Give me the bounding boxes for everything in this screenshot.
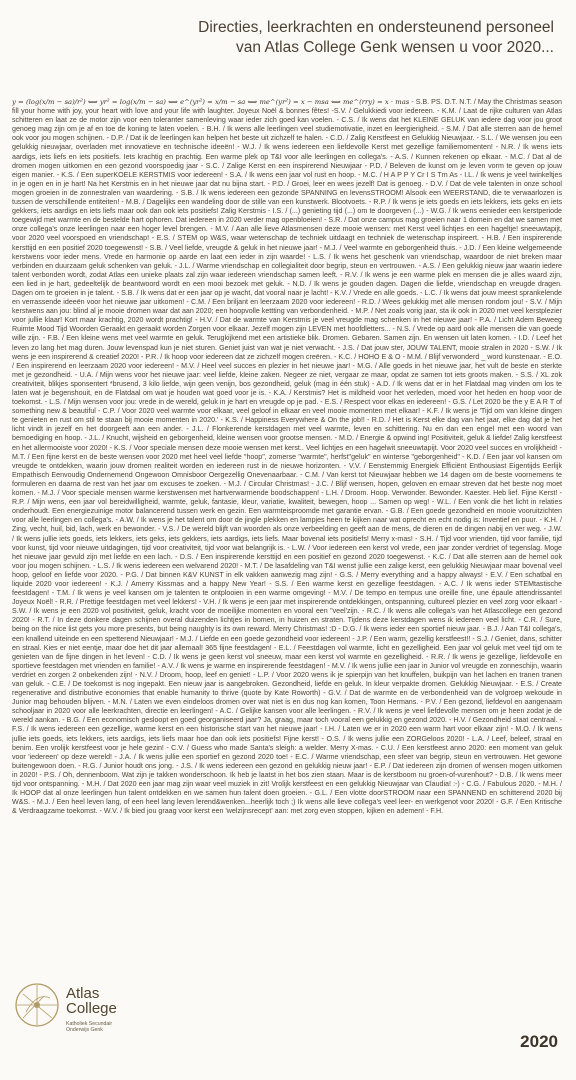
math-formula: y = (log(x/m − sa)/r²) ⟺ yr² = log(x/m − sa) ⟺ e^(yr²) = x/m − sa ⟺ me^(yr²) = x − msa ⟺ me^(rry) = x · mas [12, 98, 410, 106]
logo-name-line-1: Atlas [66, 985, 100, 1002]
page-title [30, 18, 554, 58]
logo-name-line-2: College [66, 1000, 117, 1017]
atlas-college-logo [14, 966, 164, 1066]
logo-subtitle-line-2: Onderwijs Genk [66, 1027, 103, 1033]
year-label: 2020 [520, 1032, 558, 1051]
title-line-1: Directies, leerkrachten en ondersteunend personeel [198, 19, 554, 36]
logo-subtitle [66, 1021, 112, 1033]
wishes-paragraph [12, 98, 562, 968]
logo-emblem-icon [14, 982, 60, 1028]
logo-subtitle-line-1: Katholiek Secundair [66, 1021, 113, 1027]
wishes-text: - S.B. PS. D.T. N.T. / May the Christmas season fill your home with joy, your heart with love and your life with laughter. Joyeux Noël & bonnes fêtes! -S.V. / Gelukkiedi voor iedereen. - K.M. / Laat de rijke culturen van Atlas schitteren en laat ze de motor zijn voor een toleranter samenleving waar ieder zich goed kan voelen. - C.S. / Ik wens dat het KLEINE GELUK van iedere dag voor jou groot genoeg mag zijn om je af en toe de koning te laten voelen. - B.H. / Ik wens alle leerlingen veel studiemotivatie, inzet en leergierigheid. - S.M. / Dat alle sterren aan de hemel ook voor jou mogen schijnen. - D.P. / Dat ik de leerlingen kan helpen het beste uit zichzelf te halen. - C.D. / Zalig Kerstfeest en Gelukkig Nieuwjaar. - S.L. / We wensen jou een gelukkig nieuwjaar, overladen met innovatieve en technische ideeën! - W.J. / Ik wens iedereen een liefdevolle Kerst met gezellige familiemomenten! - N.R. / Ik wens iets aardigs, iets liefs en iets positiefs. Iets krachtig en prachtig. Een warme plek op T&I voor alle leerlingen en collega's. - A.S. / Kunnen rekenen op elkaar. - M.C. / Dat al de dromen mogen uitkomen en een gezond voorspoedig jaar - S.C. / Zalige Kerst en een inspirerend Nieuwjaar - P.D. / Beleven de kunst om je leven vorm te geven op jouw eigen manier. - K.S. / Een superKOELE KERSTMIS voor iedereen! - S.A. / Ik wens een jaar vol rust en hoop. - M.C. / H A P P Y Cr I S Tm As - I.L. / Ik wens je veel twinkeltjes in je ogen en in je hart! Na het Kerstmis en in het nieuwe jaar dat nu bijna start. - P.D. / Groei, leer en wees jezelf! Dat is genoeg. - D.V. / Dat de vele talenten in onze school mogen groeien in de zonnestralen van waardering. - S.B. / Ik wens iedereen een gezonde SPANNING en levensSTROOM! Alsook een WEERSTAND, die te verwaarlozen is tussen de verschillende entiteiten! - M.B. / Dagelijks een wandeling door de stille van een kunstwerk. Blootvoets. - R.P. / Ik wens je iets goeds en iets lekkers, iets geks en iets gekkers, iets aardigs en iets liefs maar ook dan ook iets positiefs! Zalig Kerstmis - I.S. / (...) genieting tijd (...) om te doorgeven (...) - W.G. / Ik wens eenieder een kerstperiode toegewijd met warmte en de bestelde hart ophoren. Dat iedereen in 2020 verder mag openbloeien! - S.R. / Dat onze campus mag groeien naar 1 domein en dat we samen met onze collega's onze leerlingen naar een hoger level brengen. - M.V. / Aan alle lieve Atlasmensen deze mooie wensen: met Kerst veel lichtjes en een hageltje! sneeuwtapijt, voor 2020 veel voorspoed en vriendschap! - E.S. / STEM op W&S, waar wetenschap de techniek uitdaagt en techniek de wetenschap inspireert. - H.B. / Een inspirerende kersttijd en een positief 2020 toegewenst! - S.B. / Veel liefde, vreugde & geluk in het nieuwe jaar! - M.J. / Veel warmte en geborgenheid thuis. - J.D. / Een kleine welgemeende kerstwens voor ieder mens. Vrede en harmonie op aarde en laat een ieder in zijn waarde! - L.S. / Ik wens het geschenk van vriendschap, waardoor de niet breken maar verbinden en duurzaam geluk schenken van geluk. - J.L. / Warme vriendschap en collegialiteit door begrip, steun en vertrouwen. - A.S. / Een gelukkig nieuw jaar waarin iedere talent verbonden wordt, zodat Atlas een unieke plaats zal zijn waar iedereen vriendschap samen leeft. - R.V. / Ik wens je een warme plek en mensen die je alles waard zijn, een lied in je hart, gedeeltelijk de beantwoord wordt en een mooi bezoek met geluk. - N.D. / Ik wens je gouden dagen. Dagen die liefde, vriendschap en vreugde dragen. Dagen om te groeien in je talent. - S.B. / Ik wens dat er een jaar op je wacht, dat vooral naar je lacht! - K.V. / Vrede en alle goeds. - L.C. / Ik wens dat jouw meest sprankelende en verrassende ideeën voor het nieuwe jaar uitkomen! - C.M. / Een briljant en leerzaam 2020 voor iedereen! - R.D. / Wees gelukkig met alle mensen rondom jou! - S.V. / Mijn kerstwens aan jou: blind al je mooie dromen waar dat aan 2020; een hoopvolle kettting van verbondenheid. - M.P. / Net zoals vorig jaar, sta ik ook in 2020 met veel kerstplezier voor jullie klaar! Kort maar krachtig, 2020 wordt prachtig! - H.V. / Dat de warmte van Kerstmis je veel vreugde mag schenken in het nieuwe jaar! - P.A. / Licht Adem Beweeg Ruimte Mood Tijd Woorden Geraakt en geraakt worden Zorgen voor elkaar. Jezelf mogen zijn LEVEN met hoofdletters... - N.S. / Vrede op aard ook alle mensen die van goede wille zijn. - F.B. / Een kleine wens met veel warmte en geluk. Terugkijkend met een artistieke blik. Dromen. Gebaren. Samen zijn. En wensen uit laten komen. - I.D. / Leef het leven zo lang het mag duren. Jouw levenspad kun je niet sturen. Geniet juist van wat je niet verwacht. - J.S. / Dat jouw ster, JOUW TALENT, mooie stralen in 2020 - S.W. / Ik wens je een inspirerend & creatief 2020! - P.R. / Ik hoop voor iedereen dat ze zichzelf mogen creëren. - K.C. / HOHO E & O - M.M. / Blijf verwonderd _ word kunstenaar. - E.O. / Een inspirerend en leerzaam 2020 voor iedereen! - M.V. / Heel veel succes en plezier in het nieuwe jaar! - M.G. / Alle goeds in het nieuwe jaar, het vult de beste en sterkte met je gezondheid. - U.A. / Mijn wens voor het nieuwe jaar: veel liefde, kleine zaken. Negeer ze niet, vergaar ze maar, opdat ze samen tot iets groots maken. - S.S. / XL zok creativiteit, blikjes sponsentert *brusend, 3 kilo liefde, wijn geen venijn, bos gezondheid, geluk (mag in één stuk) - A.D. / Ik wens dat er in het Flatdaal mag vinden om los te laten wat je begenshouit, en de Flatdaal om wat je houden wat goed voor je is. - K.A. / Kerstmis? Het is mildheid voor het verleden, moed voor het heden en hoop voor de toekomst. - L.S. / Mijn wensen voor jou: vrede in de wereld, geluk in je hart en vreugde op je pad. - E.S. / Respect voor elkas en iedereen! - G.S. / Let 2020 be the y E A R T of something new & beautiful - C.P. / Voor 2020 veel warmte voor elkaar, veel geloof in elkaar en veel mooie momenten met elkaar! - K.F. / Ik wens je 'Tijd om van kleine dingen te genieten en rust om stil te staan bij mooie momenten in 2020.' - K.S. / Happiness Everywhere & On the job!! - R.D. / Het is Kerst elke dag van het jaar, elke dag dat je het licht vindt in jezelf en het doorgeeft aan een ander. - J.L. / Flonkerende kerstdagen met veel warmte, leven en schittering. Nu en dan een engel met een woord van bemoediging en hoop. - J.L. / Knucht, wijsheid en geborgenheid, kleine wensen voor grootse mensen. - M.D. / Energie & opwind ing! Positiviteit, geluk & liefde! Zalig kerstfeest en het allermooiste voor 2020! - K.S. / Voor speciale mensen deze mooie wensen met kerst.. Veel lichtjes en een hagelwit sneeuwtapijt. Voor 2020 veel succes en vrolijkheid! - M.T. / Een fijne kerst en de beste wensen voor 2020 met heel veel liefde "hoop", zomerse "warmte", herfst"geluk" en winterse "geborgenheid" - K.D. / Een jaar vol kansen om vreugde te ontdekken, waarin jouw dromen realiteit worden en iedereen rust in de nieuwe horizonten. - V.V. / Eenstemmig Energiek Efficiënt Enthousiast Eigentijds Eerlijk Empathisch Eenvoudig Ondernemend Ongewoon Omnisboor Oergezellig Onevenaarbaar. - C.M. / Van kerst tot Nieuwjaar hebben we 14 dagen om de beste voornemens te formuleren en daarna de rest van het jaar om excuses te zoeken. - M.J. / Circular Christmas! - J.C. / Blijf wensen, hopen, geloven en ernaar streven dat het beste nog moet komen. - M.J. / Voor speciale mensen warme kerstwensen met hartverwarmende boodschappen! - L.H. / Droom. Hoop. Verwonder. Bewonder. Kaester. Heb lief. Fijne Kerst! - R.P. / Mijn wens, een jaar vol bereidwilligheid, warmte, geluk, fantasie, kleur, variatie, kwaliteit, bewegen, hoop ... Samen op weg! - W.L. / Een vonk die het licht in relaties onderhoudt. Een energiezuinige motor balancerend tussen werk en gezin. Een warmteisproomde met garantie ervan. - G.B. / Een goede gezondheid en mooie vooruitzichten voor alle leerlingen en collega's. - A.W. / Ik wens je het talent om door de jingle plekken en lampjes heen te kijken naar wat oprecht en echt nodig is: Inventief en puur. - K.H. / Zing, vecht, huil, bid, lach, werk en bewonder. - V.S. / De wereld blijft van woorden als onze verbeelding en geeft aan de mens, de dieren en de dingen nabij en ver weg. - J.W. / Ik wens jullie iets goeds, iets lekkers, iets geks, iets gekkers, iets aardigs, iets liefs. Maar bovenal iets positiefs! Merry x-mas! - S.H. / Tijd voor vrienden, tijd voor familie, tijd voor kunst, tijd voor nieuwe uitdagingen, tijd voor creativiteit, tijd voor wat belangrijk is. - L.W. / Voor iedereen een kerst vol vrede, een jaar zonder verdriet of tegenslag. Moge het nieuwe jaar gevuld zijn met liefde en een lach. - D.S. / Een inspirerende kersttijd en een positief en gezond 2020 toegewenst. - K.C. / Dat alle sterren aan de hemel ook voor jou mogen schijnen. - L.S. / Ik wens iedereen een welvarend 2020! - M.T. / De lasafdeling van T&I wenst jullie een zalige kerst, een gelukkig Nieuwjaar maar bovenal veel hoop, geloof en liefde voor 2020. - P.G. / Dat binnen K&V KUNST in elk vakken aanwezig mag zijn! - G.S. / Merry everything and a happy always! - E.V. / Een schatbal en liquide 2020 voor iedereen! - K.J. / Amerry Kissmas and a happy New Year! - S.S. / Een warme kerst en gezellige feestdagen. - A.C. / Ik wens ieder STEMtastische feestdagen! - T.M. / Ik wens je veel kansen om je talenten te ontplooien in een warme omgeving! - M.V. / De tempo en tempus une oreille fine, une épaule attendrissante! Joyeux Noël! - R.R. / Prettige feestdagen met veel lekkers! - V.H. / Ik wens je een jaar met inspirerende ontdekkingen, ontspanning, cultureel plezier en veel zorg voor elkaar! - S.W. / Ik wens je een 2020 vol positiviteit, geluk, kracht voor de moeilijke momenten en vooral een "veel'zijn. - R.C. / Ik wens alle collega's van het Atlascollege een gezond 2020! - R.T. / In deze donkere dagen schijnen overal duizenden lichtjes in bomen, in huizen en straten. Tijdens deze kerstdagen wens ik iedereen veel licht. - C.R. / Sure, being on the nice list gets you more presents, but being naughty is its own reward. Merry Christmas! :D - D.G. / Ik wens ieder een sportief nieuw jaar. - B.J. / Aan T&I collega's, een knallend uiteinde en een spetterend Nieuwjaar! - M.J. / Liefde en een goede gezondheid voor iedereen! - J.P. / Een warm, gezellig kerstfeest!! - S.J. / Geniet, dans, schitter en straal. Kies er niet eentje, maar doe het dit jaar allemaal! 365 fijne feestdagen! - E.L. / Feestdagen vol warmte, licht en gezelligheid. Een jaar vol geluk met veel tijd om te genieten van de fijne dingen in het leven! - C.D. / Ik wens je geen kerst vol sneeuw, maar een kerst vol warmte en gezelligheid. - R.R. / Ik wens je gezellige, liefdevolle en sportieve feestdagen met vrienden en familie! - A.V. / Ik wens je warme en inspirerende feestdagen! - M.V. / Ik wens jullie een jaar in Junior vol vreugde en zonneschijn, waarin verdriet en zorgen 2 onbekenden zijn! - N.V. / Droom, hoop, leef en geniet! - L.P. / Voor 2020 wens ik je spierpijn van het knuffelen, buikpijn van het lachen en tranen tranen van geluk. - C.E. / De toekomst is nog ingepakt. Een nieuw jaar is aangebroken. Gezondheid, liefde en geluk. In kleur verpakte dromen. Gelukkig Nieuwjaar. - E.S. / Create regenerative and distributive economies that enable humanity to thrive (quote by Kate Roworth) - G.V. / Dat de warmte en de verbondenheid van de volgroep wekoude in Junior mag behouden blijven. - M.N. / Laten we even eindeloos dromen over wat niet is en dus nog kan komen, Toon Hermans. - P.V. / Een gezond, liefdevol en aangenaam schooljaar in 2020 voor alle leerkrachten, directie en leerlingen! - A.C. / Gelijke kansen voor alle leerlingen. - R.V. / Ik wens je veel liefdevolle mensen om je heen zodat je de wereld aankan. - B.G. / Een economisch gesloopt en goed georganiseerd jaar? Ja, graag, maar toch vooral een gelukkig en gezond 2020. - H.V. / Gezondheid staat centraal. - F.S. / Ik wens iedereen een gezellige, warme kerst en een historische start van het nieuwe jaar! - I.H. / Laten we er in 2020 een warm hart voor elkaar zijn! - M.O. / Ik wens jullie iets goeds, iets lekkers, iets aardigs, iets liefs maar hoe dan ook iets positiefs! Fijne kerst! - O.S. / Ik wens jullie een ZORGeloos 2020! - L.A. / Leef, beleef, straal en benim. Een vrolijk kerstfeest voor je hele gezin! - C.V. / Guess who made Santa's sleigh: a welder. Merry X-mas. - C.U. / Een kerstfeest anno 2020: een moment van geluk voor 'iedereen' op deze wereld! - J.A. / Ik wens jullie een sportief en gezond 2020 toe! - E.C. / Warme vriendschap, een sfeer van begrip, steun en vertrouwen. Het gewone buitengewoon doen. - R.G. / Junior houdt ons jong. - J.S. / Ik wens iedereen een gezond en gelukkig nieuw jaar! - E.P. / Dat iedereen zijn dromen of wensen mogen uitkomen in 2020! - P.S. / Oh, dennenboom. Wat zijn je takken wonderschoon. Ik heb je laatst in het bos zien staan. Maar is de kerstboom nu groen-of-vurenhout? - D.B. / Ik wens meer tijd voor ontspanning. - M.H. / Dat 2020 een jaar mag zijn waar veel muziek in zit! Vrolijk kerstfeest en een gelukkig Nieuwjaar van Claudia! :-) - C.G. / Fabulous 2020. - M.H. / Ik HOOP dat al onze leerlingen hun talent ontdekken en we samen hun talent doen groeien. - G.L. / Een vlotte doorSTROOM naar een SPANNEND en schitterend 2020 bij W&S. - M.J. / Een heel leven lang, of een heel lang leven lerend&wenken...heerlijk toch ;) Ik wens alle lieve collega's veel leer- en werkgenot voor 2020! - G.F. / Een Kritische & Verdraagzame toekomst. - W.V. / Ik bied jou graag voor kerst een 'welzijnsrecept' aan: met zorg even stoppen, kijken en ademen! - F.H. [12, 98, 562, 816]
logo-name [66, 986, 117, 1016]
title-line-2: van Atlas College Genk wensen u voor 2020... [236, 39, 554, 56]
